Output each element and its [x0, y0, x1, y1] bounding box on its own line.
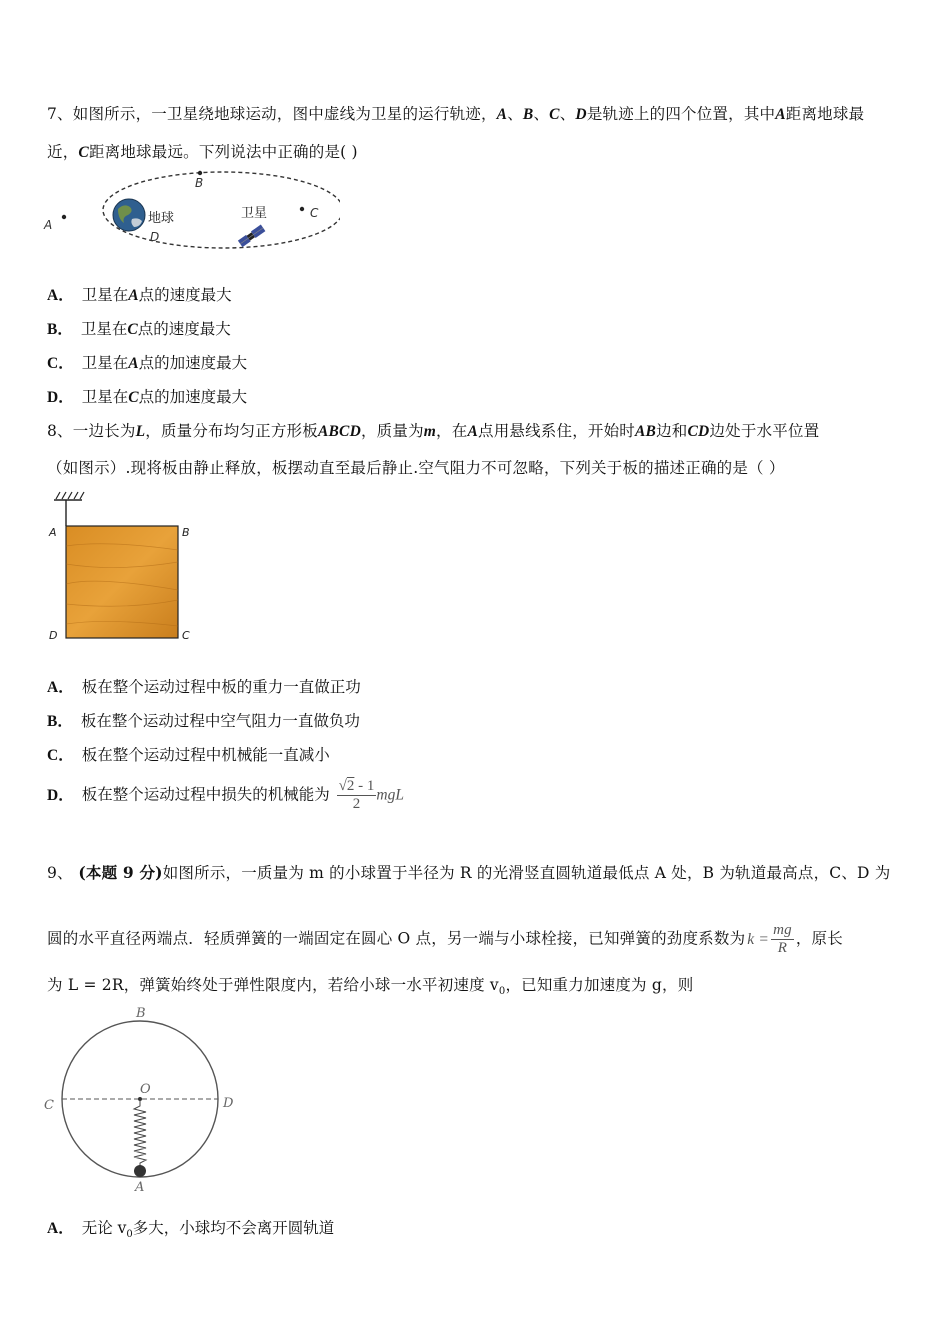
center-o — [138, 1097, 142, 1101]
label-d: D — [150, 230, 160, 244]
label-a: A — [135, 1180, 145, 1195]
satellite-label: 卫星 — [241, 206, 268, 221]
ball — [134, 1165, 146, 1177]
square-plate — [66, 526, 178, 638]
earth-icon — [113, 199, 145, 231]
label-d: D — [49, 629, 58, 642]
point-b — [198, 171, 202, 175]
q9-line-2: 圆的水平直径两端点．轻质弹簧的一端固定在圆心 O 点，另一端与小球栓接，已知弹簧的劲度系数为 k = $\frac{mg}{R}$ ，原长 — [47, 922, 843, 956]
spring-constant-formula: $\frac{mg}{R}$ — [773, 922, 792, 956]
label-c: C — [310, 206, 319, 220]
q8-plate-figure — [44, 486, 204, 646]
label-a: A — [49, 526, 57, 539]
q8-option-b[interactable]: B． 板在整个运动过程中空气阻力一直做负功 — [47, 712, 360, 730]
q7-option-a[interactable]: A． 卫星在A点的速度最大 — [47, 286, 232, 304]
q8-number: 8、 — [47, 422, 73, 440]
q9-circle-figure — [40, 1000, 250, 1195]
q8-option-c[interactable]: C． 板在整个运动过程中机械能一直减小 — [47, 746, 330, 764]
q7-line-2: 近，C距离地球最远。下列说法中正确的是( ) — [47, 143, 358, 161]
energy-loss-formula: $\frac{√2 - 1}{2}$ — [338, 778, 375, 812]
q7-option-d[interactable]: D． 卫星在C点的加速度最大 — [47, 388, 248, 406]
label-c: C — [44, 1098, 54, 1113]
q8-option-a[interactable]: A． 板在整个运动过程中板的重力一直做正功 — [47, 678, 361, 696]
q7-orbit-figure — [40, 165, 340, 260]
q8-option-d[interactable]: D． 板在整个运动过程中损失的机械能为 $\frac{√2 - 1}{2}$ mgL — [47, 778, 404, 812]
satellite-icon — [238, 225, 266, 248]
q7-option-b[interactable]: B． 卫星在C点的速度最大 — [47, 320, 231, 338]
label-c: C — [182, 629, 190, 642]
q8-line-2: （如图示）.现将板由静止释放，板摆动直至最后静止.空气阻力不可忽略，下列关于板的描述正确的是（ ） — [47, 459, 785, 477]
ceiling-hatch — [54, 492, 84, 500]
q9-number: 9、 — [47, 864, 73, 882]
q7-number: 7、 — [47, 105, 73, 123]
q7-option-c[interactable]: C． 卫星在A点的加速度最大 — [47, 354, 248, 372]
q9-line-1: 9、 (本题 9 分)如图所示，一质量为 m 的小球置于半径为 R 的光滑竖直圆轨道最低点 A 处，B 为轨道最高点，C、D 为 — [47, 863, 891, 882]
q8-line-1: 8、一边长为L，质量分布均匀正方形板ABCD，质量为m，在A点用悬线系住，开始时AB边和CD边处于水平位置 — [47, 422, 820, 440]
q9-line-3: 为 L = 2R，弹簧始终处于弹性限度内，若给小球一水平初速度 $v_0$，已知重力加速度为 g，则 — [47, 976, 694, 998]
label-o: O — [140, 1082, 151, 1097]
earth-label: 地球 — [148, 211, 175, 226]
q7-line-1: 7、如图所示，一卫星绕地球运动，图中虚线为卫星的运行轨迹，A、B、C、D是轨迹上的四个位置，其中A距离地球最 — [47, 105, 865, 123]
label-b: B — [182, 526, 190, 539]
spring — [134, 1101, 146, 1167]
q9-option-a[interactable]: A． 无论 $v_0$多大，小球均不会离开圆轨道 — [47, 1219, 335, 1241]
label-b: B — [136, 1006, 146, 1021]
label-b: B — [195, 176, 204, 190]
label-a: A — [44, 218, 53, 232]
label-d: D — [223, 1096, 234, 1111]
point-c — [300, 207, 304, 211]
point-a — [62, 215, 66, 219]
